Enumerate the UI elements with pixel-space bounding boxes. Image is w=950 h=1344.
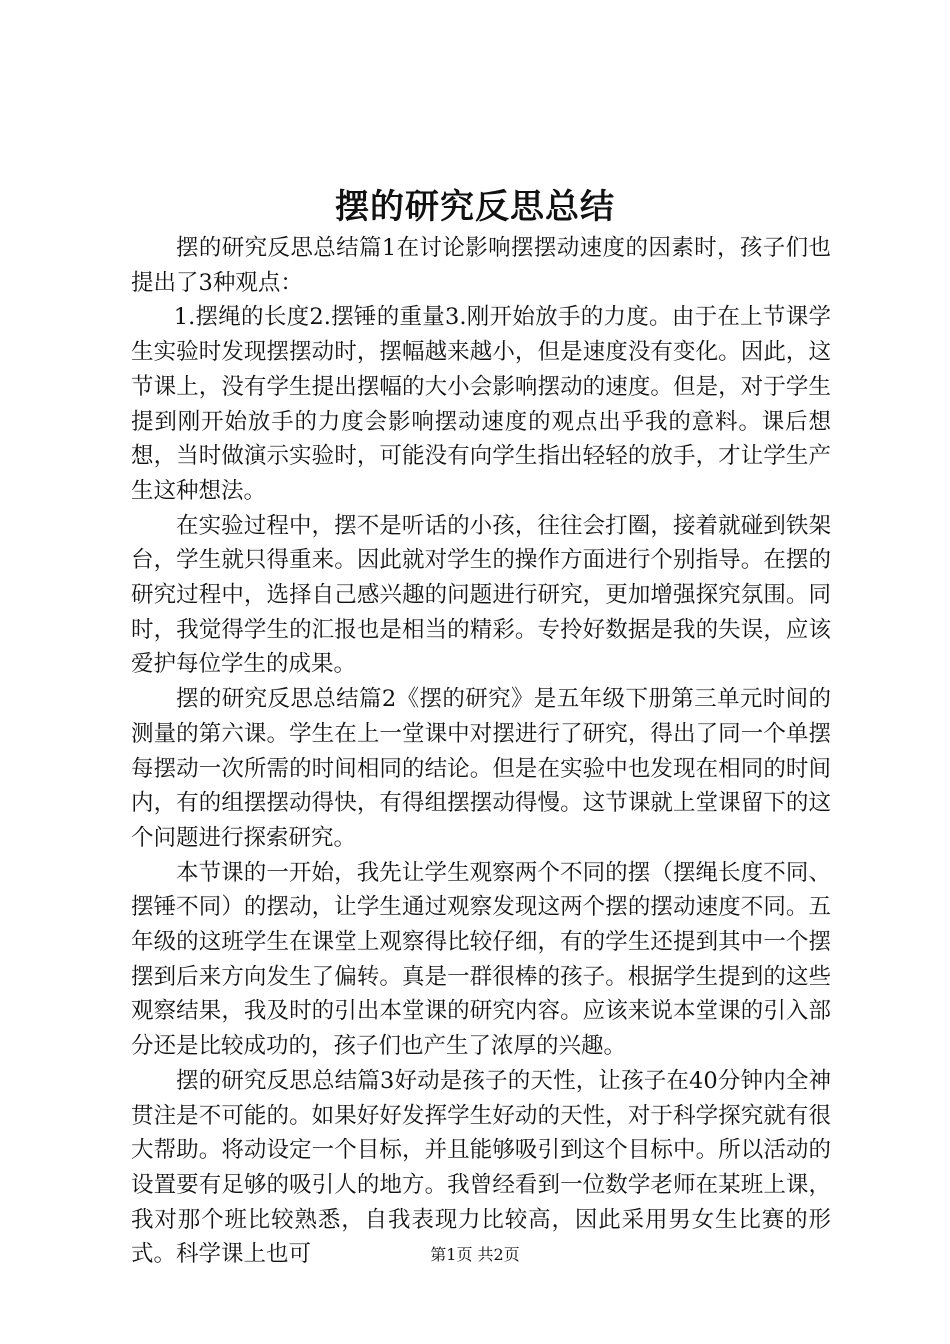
paragraph-1: 摆的研究反思总结篇1在讨论影响摆摆动速度的因素时，孩子们也提出了3种观点： [131,235,831,296]
document-title: 摆的研究反思总结 [335,187,615,227]
paragraph-6: 摆的研究反思总结篇3好动是孩子的天性，让孩子在40分钟内全神贯注是不可能的。如果好好发挥学生好动的天性，对于科学探究就有很大帮助。将动设定一个目标，并且能够吸引到这个目标中。所以活动的设置要有足够的吸引人的地方。我曾经看到一位数学老师在某班上课，我对那个班比较熟悉，自我表现力比较高，因此采用男女生比赛的形式。科学课上也可 [131,1067,831,1268]
document-body [131,231,831,1272]
page-number-footer: 第1页 共2页 [430,1245,520,1264]
paragraph-4: 摆的研究反思总结篇2《摆的研究》是五年级下册第三单元时间的测量的第六课。学生在上一堂课中对摆进行了研究，得出了同一个单摆每摆动一次所需的时间相同的结论。但是在实验中也发现在相同的时间内，有的组摆摆动得快，有得组摆摆动得慢。这节课就上堂课留下的这个问题进行探索研究。 [131,686,831,851]
paragraph-3: 在实验过程中，摆不是听话的小孩，往往会打圈，接着就碰到铁架台，学生就只得重来。因此就对学生的操作方面进行个别指导。在摆的研究过程中，选择自己感兴趣的问题进行研究，更加增强探究氛围。同时，我觉得学生的汇报也是相当的精彩。专拎好数据是我的失误，应该爱护每位学生的成果。 [131,512,831,678]
paragraph-5: 本节课的一开始，我先让学生观察两个不同的摆（摆绳长度不同、摆锤不同）的摆动，让学生通过观察发现这两个摆的摆动速度不同。五年级的这班学生在课堂上观察得比较仔细，有的学生还提到其中一个摆摆到后来方向发生了偏转。真是一群很棒的孩子。根据学生提到的这些观察结果，我及时的引出本堂课的研究内容。应该来说本堂课的引入部分还是比较成功的，孩子们也产生了浓厚的兴趣。 [131,859,831,1060]
paragraph-2: 1.摆绳的长度2.摆锤的重量3.刚开始放手的力度。由于在上节课学生实验时发现摆摆动时，摆幅越来越小，但是速度没有变化。因此，这节课上，没有学生提出摆幅的大小会影响摆动的速度。但是，对于学生提到刚开始放手的力度会影响摆动速度的观点出乎我的意料。课后想想，当时做演示实验时，可能没有向学生指出轻轻的放手，才让学生产生这种想法。 [131,304,831,504]
